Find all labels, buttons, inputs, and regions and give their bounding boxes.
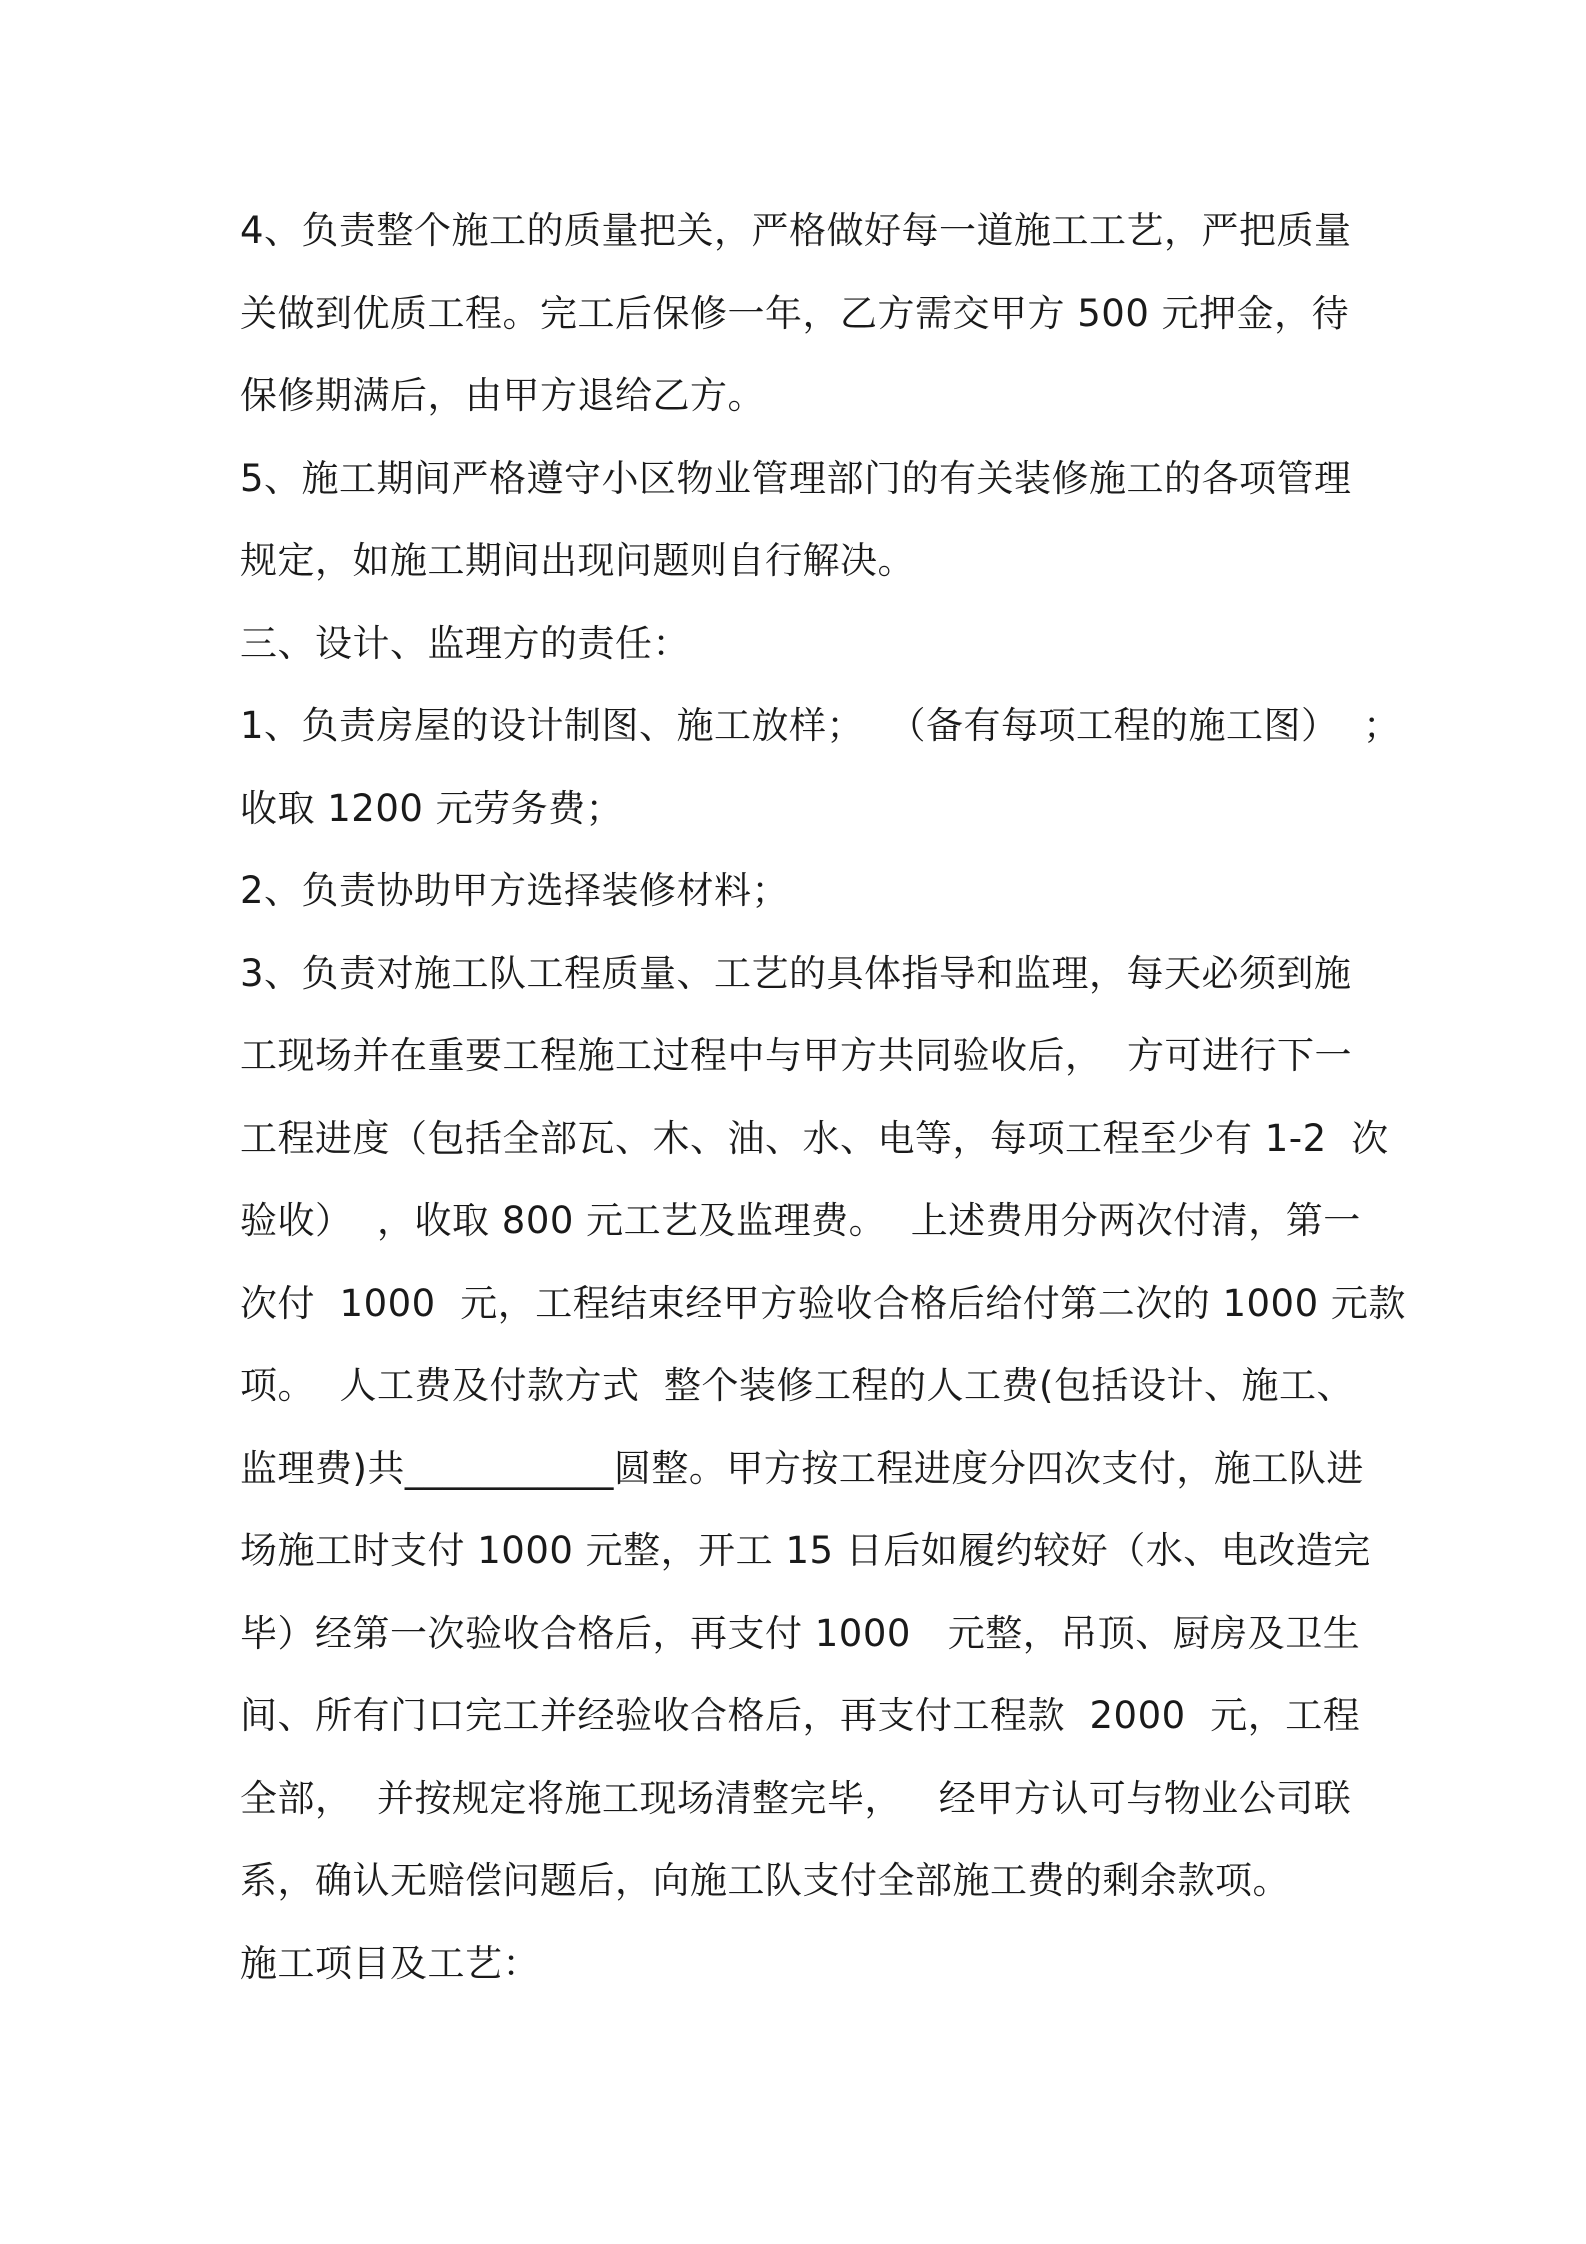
- text-line: 工程进度（包括全部瓦、木、油、水、电等，每项工程至少有 1-2 次: [240, 1116, 1389, 1160]
- text-line: 4、负责整个施工的质量把关，严格做好每一道施工工艺，严把质量: [240, 209, 1352, 252]
- text-line: 监理费)共___________圆整。甲方按工程进度分四次支付，施工队进: [240, 1446, 1364, 1490]
- text-line: 工现场并在重要工程施工过程中与甲方共同验收后， 方可进行下一: [240, 1034, 1353, 1077]
- text-line: 次付 1000 元，工程结束经甲方验收合格后给付第二次的 1000 元款: [240, 1281, 1406, 1325]
- text-line: 毕）经第一次验收合格后，再支付 1000 元整，吊顶、厨房及卫生: [240, 1611, 1361, 1655]
- text-line: 收取 1200 元劳务费；: [240, 786, 624, 830]
- text-line: 2、负责协助甲方选择装修材料；: [240, 869, 790, 912]
- text-line: 间、所有门口完工并经验收合格后，再支付工程款 2000 元，工程: [240, 1694, 1361, 1737]
- text-line: 项。 人工费及付款方式 整个装修工程的人工费(包括设计、施工、: [240, 1364, 1354, 1407]
- text-line: 场施工时支付 1000 元整，开工 15 日后如履约较好（水、电改造完: [240, 1529, 1371, 1572]
- section-heading: 三、设计、监理方的责任：: [240, 621, 690, 665]
- text-line: 验收） ，收取 800 元工艺及监理费。 上述费用分两次付清，第一: [240, 1199, 1361, 1242]
- text-line: 保修期满后，由甲方退给乙方。: [240, 374, 765, 417]
- text-line: 关做到优质工程。完工后保修一年，乙方需交甲方 500 元押金，待: [240, 291, 1350, 335]
- text-line: 3、负责对施工队工程质量、工艺的具体指导和监理，每天必须到施: [240, 951, 1352, 995]
- text-line: 5、施工期间严格遵守小区物业管理部门的有关装修施工的各项管理: [240, 456, 1352, 500]
- text-line: 规定，如施工期间出现问题则自行解决。: [240, 539, 915, 582]
- document-body: [240, 196, 1406, 2011]
- text-line: 1、负责房屋的设计制图、施工放样； （备有每项工程的施工图） ；: [240, 704, 1401, 747]
- text-line: 系，确认无赔偿问题后，向施工队支付全部施工费的剩余款项。: [240, 1859, 1290, 1902]
- text-line: 全部， 并按规定将施工现场清整完毕， 经甲方认可与物业公司联: [240, 1776, 1352, 1820]
- section-heading: 施工项目及工艺：: [240, 1941, 540, 1985]
